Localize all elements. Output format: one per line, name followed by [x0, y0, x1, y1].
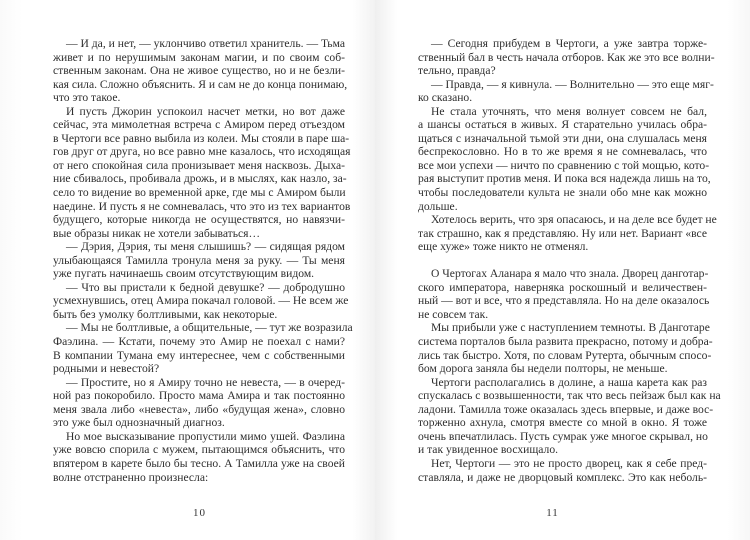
- text-line: вые образы никак не хотели забываться…: [53, 226, 261, 240]
- page-number: 11: [546, 507, 559, 519]
- text-line: — Мы не болтливые, а общительные, — тут же возразила: [66, 321, 353, 335]
- text-line: рая выступит против меня. И пока вся надежда лишь на то,: [418, 172, 711, 186]
- text-line: щаться с изначальной тьмой эти дни, она слушалась меня: [418, 131, 707, 145]
- text-line: ный — вот и все, что я представляла. Но на деле оказалось: [418, 294, 710, 308]
- text-line: — И да, и нет, — уклончиво ответил хранитель. — Тьма: [66, 37, 345, 50]
- text-line: — Правда, — я кивнула. — Волнительно — это еще мяг-: [431, 77, 714, 91]
- text-line: волне отстраненно произнесла:: [53, 470, 209, 484]
- text-line: ственным законам. Она не живое существо, но и не безли-: [53, 64, 345, 78]
- text-line: ние сбивалось, пробивала дрожь, и в мыслях, как назло, за-: [53, 172, 347, 186]
- text-line: ладони. Тамилла тоже оказалась здесь впервые, и даже вос-: [418, 402, 714, 416]
- text-line: гов друг от друга, но все равно мне казалось, что исходящая: [53, 145, 351, 159]
- text-line: наедине. И пусть я не сомневалась, что это из тех вариантов: [53, 199, 351, 213]
- text-line: — Дэрия, Дэрия, ты меня слышишь? — сидящая рядом: [66, 240, 345, 254]
- text-line: Не стала уточнять, что меня волнует совсем не бал,: [431, 104, 707, 118]
- text-line: быть без умолку болтливыми, как некоторые.: [53, 307, 278, 321]
- text-line: ского императора, наверняка роскошный и величествен-: [418, 280, 707, 294]
- right-page-text: [418, 37, 721, 484]
- text-line: так страшно, как я представляю. Ну или нет. Вариант «все: [418, 226, 707, 240]
- text-line: родными и невестой?: [53, 362, 160, 376]
- text-line: село то видение во временной арке, где мы с Амиром были: [53, 186, 346, 200]
- text-line: еще хуже» тоже никто не отменял.: [418, 240, 589, 254]
- left-page-text: [53, 37, 353, 484]
- text-line: Но мое высказывание пропустили мимо ушей. Фаэлина: [66, 429, 345, 443]
- text-line: спускалась с возвышенности, так что весь пейзаж был как на: [418, 389, 721, 403]
- text-line: от него спокойная сила пронизывает меня насквозь. Дыха-: [53, 158, 345, 172]
- text-line: в Чертоги все равно выбила из колеи. Мы стояли в паре ша-: [53, 131, 350, 145]
- text-line: торженно ахнула, смотря вместе со мной в окно. Я тоже: [418, 416, 707, 430]
- text-line: впятером в карете было бы тесно. А Тамилла уже на своей: [53, 456, 345, 470]
- text-line: беспрекословно. Но в то же время я не сомневалась, что: [418, 145, 707, 159]
- text-line: Мы прибыли уже с наступлением темноты. В Данготаре: [431, 321, 710, 335]
- text-line: уже пугать начинаешь своим отсутствующим видом.: [53, 267, 315, 281]
- text-line: уже вовсю спорила с мужем, пытающимся объяснить, что: [53, 443, 345, 457]
- text-line: ставляла, и даже не дворцовый комплекс. Это как неболь-: [418, 470, 707, 484]
- text-line: бом дорога заняла бы недели полторы, не меньше.: [418, 362, 668, 376]
- text-line: что это такое.: [53, 91, 121, 105]
- text-line: Нет, Чертоги — это не просто дворец, как я себе пред-: [431, 456, 707, 470]
- text-line: а шансы остаться в живых. Я старательно училась обра-: [418, 118, 707, 132]
- text-line: дольше.: [418, 199, 458, 213]
- text-line: все мои успехи — ничто по сравнению с той мощью, кото-: [418, 158, 710, 172]
- text-line: ной раз покоробило. Просто мама Амира и так постоянно: [53, 389, 345, 403]
- right-page: [375, 0, 750, 540]
- text-line: усмехнувшись, отец Амира покачал головой. — Не всем же: [53, 294, 349, 308]
- text-line: очень впечатлилась. Пусть сумрак уже многое скрывал, но: [418, 429, 708, 443]
- text-line: не совсем так.: [418, 307, 489, 321]
- text-line: меня звала либо «невеста», либо «будущая жена», словно: [53, 402, 345, 416]
- text-line: — Простите, но я Амиру точно не невеста, — в очеред-: [66, 375, 345, 389]
- text-line: улыбающаяся Тамилла тронула меня за руку. — Ты меня: [53, 253, 345, 267]
- text-line: лись так быстро. Хотя, по словам Рутерта, обычным спосо-: [418, 348, 712, 362]
- text-line: — Что вы пристали к бедной девушке? — добродушно: [66, 280, 345, 294]
- page-number: 10: [193, 507, 206, 519]
- text-line: ко сказано.: [418, 91, 473, 105]
- text-line: ственный бал в честь начала отборов. Как же это все волни-: [418, 50, 715, 64]
- section-break: [418, 254, 707, 268]
- text-line: Фаэлина. — Кстати, почему это Амир не поехал с нами?: [53, 335, 345, 349]
- text-line: это уже был однозначный диагноз.: [53, 416, 225, 430]
- text-line: кая сила. Сложно объяснить. Я и сам не до конца понимаю,: [53, 77, 348, 91]
- text-line: сейчас, эта мимолетная встреча с Амиром перед отъездом: [53, 118, 345, 132]
- text-line: В компании Тумана ему интереснее, чем с собственными: [53, 348, 345, 362]
- text-line: система порталов была развита прекрасно, потому и добра-: [418, 335, 713, 349]
- text-line: тельно, правда?: [418, 64, 496, 78]
- text-line: чтобы последователи культа не знали обо мне как можно: [418, 186, 707, 200]
- text-line: — Сегодня прибудем в Чертоги, а уже завтра торже-: [431, 37, 707, 50]
- text-line: будущего, которые никогда не осуществятся, но навязчи-: [53, 213, 345, 227]
- text-line: и так увиденное восхищало.: [418, 443, 559, 457]
- text-line: И пусть Джорин успокоил насчет метки, но вот даже: [66, 104, 345, 118]
- text-line: живет и по нерушимым законам магии, и по своим соб-: [53, 50, 345, 64]
- text-line: О Чертогах Аланара я мало что знала. Дворец данготар-: [431, 267, 709, 281]
- text-line: Чертоги располагались в долине, а наша карета как раз: [431, 375, 707, 389]
- text-line: Хотелось верить, что зря опасаюсь, и на деле все будет не: [431, 213, 717, 227]
